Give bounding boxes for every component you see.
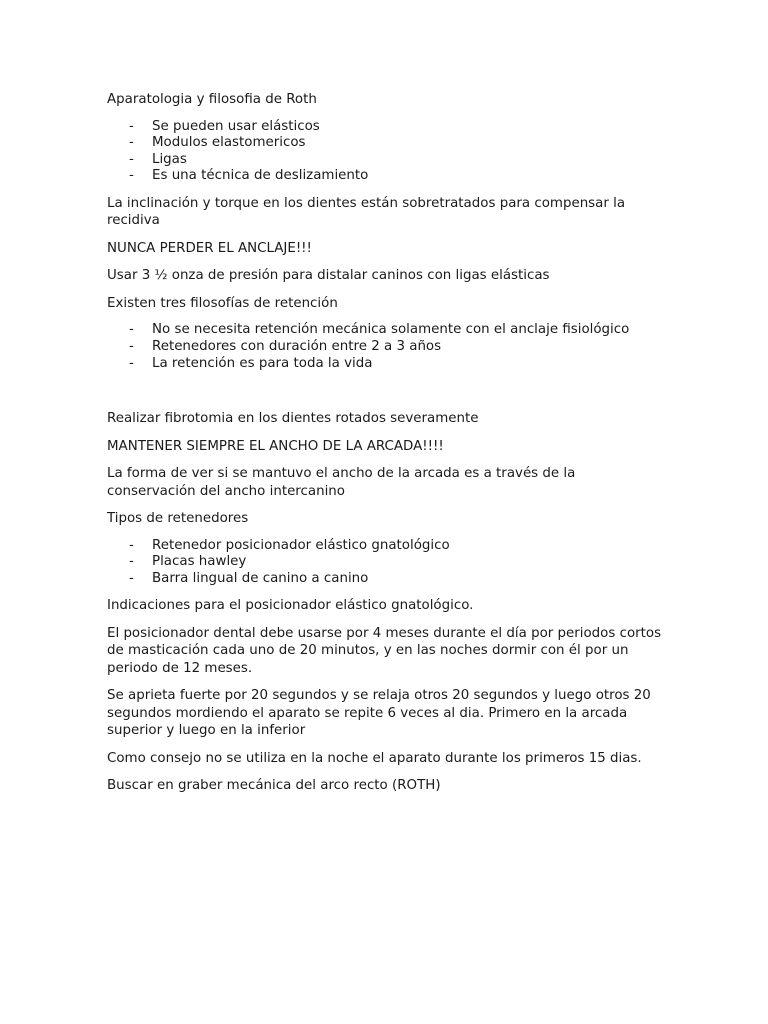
paragraph: MANTENER SIEMPRE EL ANCHO DE LA ARCADA!!!!	[107, 438, 444, 454]
list-item	[107, 554, 667, 571]
dash-bullet-icon: -	[129, 118, 134, 134]
paragraph: Existen tres filosofías de retención	[107, 295, 338, 311]
list-item	[107, 322, 667, 339]
list-item-text: Barra lingual de canino a canino	[152, 570, 369, 586]
paragraph: La forma de ver si se mantuvo el ancho de la arcada es a través de la conservación del ancho intercanino	[107, 466, 576, 499]
dash-bullet-icon: -	[129, 554, 134, 570]
list-item-text: No se necesita retención mecánica solamente con el anclaje fisiológico	[152, 322, 630, 338]
bullet-list	[107, 119, 667, 185]
paragraph: Indicaciones para el posicionador elástico gnatológico.	[107, 598, 474, 614]
dash-bullet-icon: -	[129, 570, 134, 586]
paragraph: El posicionador dental debe usarse por 4 meses durante el día por periodos cortos de masticación cada uno de 20 minutos, y en las noches dormir con él por un periodo de 12 meses.	[107, 625, 662, 676]
paragraph: Realizar fibrotomia en los dientes rotados severamente	[107, 411, 479, 427]
list-item-text: Retenedor posicionador elástico gnatológico	[152, 537, 450, 553]
list-item	[107, 119, 667, 136]
paragraph: Tipos de retenedores	[107, 511, 249, 527]
paragraph: Aparatologia y filosofia de Roth	[107, 92, 317, 107]
dash-bullet-icon: -	[129, 537, 134, 553]
list-item-text: Ligas	[152, 151, 187, 167]
list-item	[107, 356, 667, 373]
paragraph: Se aprieta fuerte por 20 segundos y se relaja otros 20 segundos y luego otros 20 segundos mordiendo el aparato se repite 6 veces al dia. Primero en la arcada superior y luego en la inferior	[107, 688, 651, 739]
list-item	[107, 152, 667, 169]
dash-bullet-icon: -	[129, 355, 134, 371]
dash-bullet-icon: -	[129, 151, 134, 167]
document-body	[107, 91, 667, 795]
list-item	[107, 339, 667, 356]
list-item-text: Modulos elastomericos	[152, 135, 306, 151]
list-item-text: Retenedores con duración entre 2 a 3 años	[152, 338, 442, 354]
list-item-text: Es una técnica de deslizamiento	[152, 168, 369, 184]
paragraph: Buscar en graber mecánica del arco recto (ROTH)	[107, 778, 441, 794]
paragraph: Usar 3 ½ onza de presión para distalar caninos con ligas elásticas	[107, 268, 550, 284]
paragraph: La inclinación y torque en los dientes están sobretratados para compensar la recidiva	[107, 195, 626, 229]
bullet-list	[107, 322, 667, 372]
list-item	[107, 571, 667, 588]
list-item-text: Placas hawley	[152, 554, 247, 570]
dash-bullet-icon: -	[129, 135, 134, 151]
paragraph: NUNCA PERDER EL ANCLAJE!!!	[107, 240, 312, 256]
dash-bullet-icon: -	[129, 322, 134, 338]
bullet-list	[107, 538, 667, 588]
list-item	[107, 135, 667, 152]
dash-bullet-icon: -	[129, 168, 134, 184]
paragraph: Como consejo no se utiliza en la noche el aparato durante los primeros 15 dias.	[107, 750, 642, 766]
dash-bullet-icon: -	[129, 338, 134, 354]
list-item-text: La retención es para toda la vida	[152, 355, 373, 371]
list-item	[107, 538, 667, 555]
list-item	[107, 168, 667, 185]
list-item-text: Se pueden usar elásticos	[152, 118, 320, 134]
